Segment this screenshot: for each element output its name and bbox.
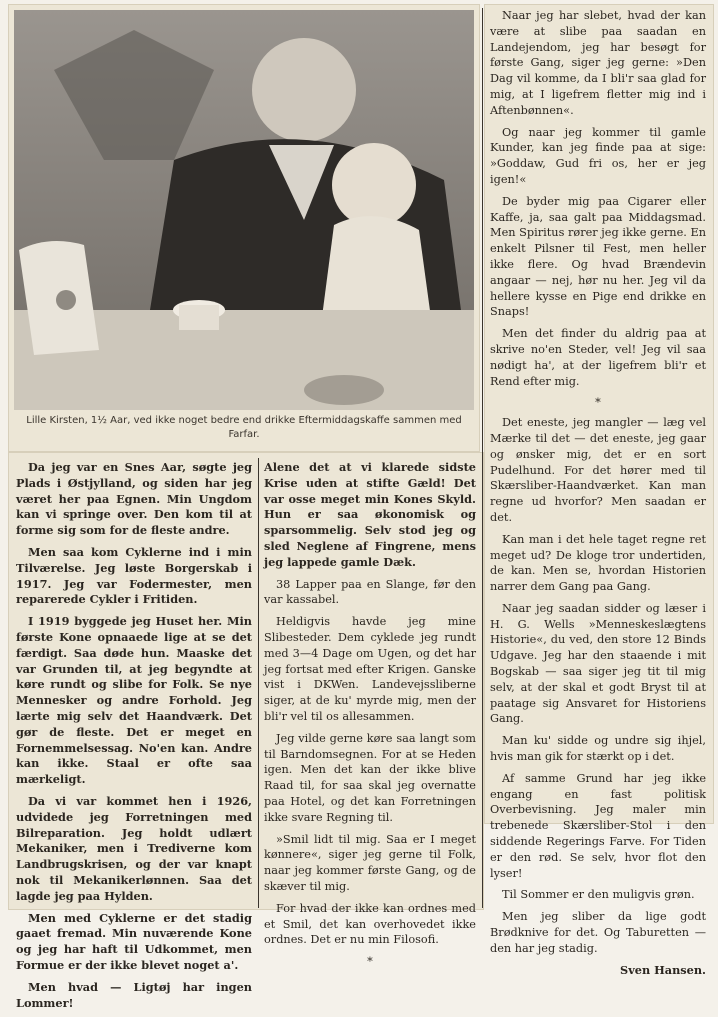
paragraph: I 1919 byggede jeg Huset her. Min første Kone opnaaede lige at se det færdigt. Saa døde hun. Maaske det var Grunden til, at jeg begyndte at køre rundt og slibe for Folk. Se nye Mennesker og andre Forhold. Jeg lærte mig selv det Haandværk. Det gør de fleste. Det er meget en Fornemmelsessag. No'en kan. Andre kan ikke. Staal er ofte saa mærkeligt. <box>16 614 252 787</box>
paragraph: Og naar jeg kommer til gamle Kunder, kan jeg finde paa at sige: »Goddaw, Gud fri os, her er jeg igen!« <box>490 125 706 186</box>
paragraph: Man ku' sidde og undre sig ihjel, hvis man gik for stærkt op i det. <box>490 734 706 764</box>
paragraph: Kan man i det hele taget regne ret meget ud? De kloge tror undertiden, de kan. Men se, hvordan Historien narrer dem Gang paa Gang. <box>490 532 706 594</box>
paragraph: Det eneste, jeg mangler — læg vel Mærke til det — det eneste, jeg gaar og ønsker mig, det er en sort Pudelhund. For det hører med til Skærsliber-Haandværket. Kan man regne ud hvorfor? Men saadan er det. <box>490 416 706 524</box>
paragraph: Heldigvis havde jeg mine Slibesteder. Dem cyklede jeg rundt med 3—4 Dage om Ugen, og det har jeg fortsat med efter Krigen. Ganske vist i DKWen. Landevejssliberne siger, at de ku' myrde mig, men der bli'r vel til os allesammen. <box>264 615 476 723</box>
paragraph: 38 Lapper paa en Slange, før den var kassabel. <box>264 577 476 607</box>
section-star: * <box>595 396 601 410</box>
author-signature: Sven Hansen. <box>620 962 706 977</box>
section-star: * <box>367 955 373 969</box>
paragraph: Naar jeg saadan sidder og læser i H. G. Wells »Menneskeslægtens Historie«, du ved, den store 12 Binds Udgave. Jeg har den staaende i mit Bogskab — saa siger jeg tit til mig selv, at der skal et godt Bryst til at paatage sig Ansvaret for Historiens Gang. <box>490 601 706 726</box>
paragraph: Men jeg sliber da lige godt Brødknive for det. Og Taburetten — den har jeg stadig. <box>490 910 706 955</box>
paragraph: For hvad der ikke kan ordnes med et Smil, det kan overhovedet ikke ordnes. Det er nu min Filosofi. <box>264 901 476 947</box>
paragraph: Naar jeg har slebet, hvad der kan være at slibe paa saadan en Landejendom, jeg har besøgt for første Gang, siger jeg gerne: »Den Dag vil komme, da I bli'r saa glad for mig, at I ligefrem fletter mig ind i Aftenbønnen«. <box>490 9 706 117</box>
article-column-middle <box>264 460 476 974</box>
paragraph: Af samme Grund har jeg ikke engang en fast politisk Overbevisning. Jeg maler min trebenede Skærsliber-Stol i den siddende Regerings Farve. For Tiden er den rød. Se selv, hvor flot den lyser! <box>490 771 706 880</box>
paragraph: Til Sommer er den muligvis grøn. <box>502 888 695 902</box>
paragraph: Men det finder du aldrig paa at skrive no'en Steder, vel! Jeg vil saa nødigt ha', at der ligefrem bli'r et Rend efter mig. <box>490 327 706 388</box>
photo-grandfather-child <box>14 10 474 410</box>
article-column-right <box>490 8 706 978</box>
paragraph: Jeg vilde gerne køre saa langt som til Barndomsegnen. For at se Heden igen. Men det kan der ikke blive Raad til, for saa skal jeg overnatte paa Hotel, og det kan Forretningen ikke svare Regning til. <box>264 731 476 824</box>
paragraph: Alene det at vi klarede sidste Krise uden at stifte Gæld! Det var osse meget min Kones Skyld. Hun er saa økonomisk og sparsommelig. Selv stod jeg og sled Neglene af Fingrene, mens jeg lappede gamle Dæk. <box>264 460 476 569</box>
paragraph: »Smil lidt til mig. Saa er I meget kønnere«, siger jeg gerne til Folk, naar jeg kommer første Gang, og de skæver til mig. <box>264 832 476 893</box>
article-column-left <box>16 460 252 1017</box>
paragraph: Men saa kom Cyklerne ind i min Tilværelse. Jeg løste Borgerskab i 1917. Jeg var Fodermester, men reparerede Cykler i Fritiden. <box>16 544 252 607</box>
column-divider-right <box>482 8 483 908</box>
column-divider-left <box>258 458 259 908</box>
paragraph: Men hvad — Ligtøj har ingen Lommer! <box>16 979 252 1010</box>
paragraph: De byder mig paa Cigarer eller Kaffe, ja, saa galt paa Middagsmad. Men Spiritus rører jeg ikke gerne. En enkelt Pilsner til Fest, men heller ikke flere. Og hvad Brændevin angaar — nej, hør nu her. Jeg vil da hellere kysse en Pige end drikke en Snaps! <box>490 194 706 319</box>
photo-caption: Lille Kirsten, 1½ Aar, ved ikke noget bedre end drikke Eftermiddagskaffe sammen med Farfar. <box>26 415 462 440</box>
paragraph: Men med Cyklerne er det stadig gaaet fremad. Min nuværende Kone og jeg har haft til Udkommet, men Formue er der ikke blevet noget a'. <box>16 910 252 972</box>
photo-illustration <box>14 10 474 410</box>
paragraph: Da jeg var en Snes Aar, søgte jeg Plads i Østjylland, og siden har jeg været her paa Egnen. Min Ungdom kan vi springe over. Den kom til at forme sig som for de fleste andre. <box>16 460 252 538</box>
paragraph: Da vi var kommet hen i 1926, udvidede jeg Forretningen med Bilreparation. Jeg holdt udlært Mekaniker, men i Trediverne kom Landbrugskrisen, og der var knapt nok til Mekanikerlønnen. Saa det lagde jeg paa Hylden. <box>16 793 252 903</box>
